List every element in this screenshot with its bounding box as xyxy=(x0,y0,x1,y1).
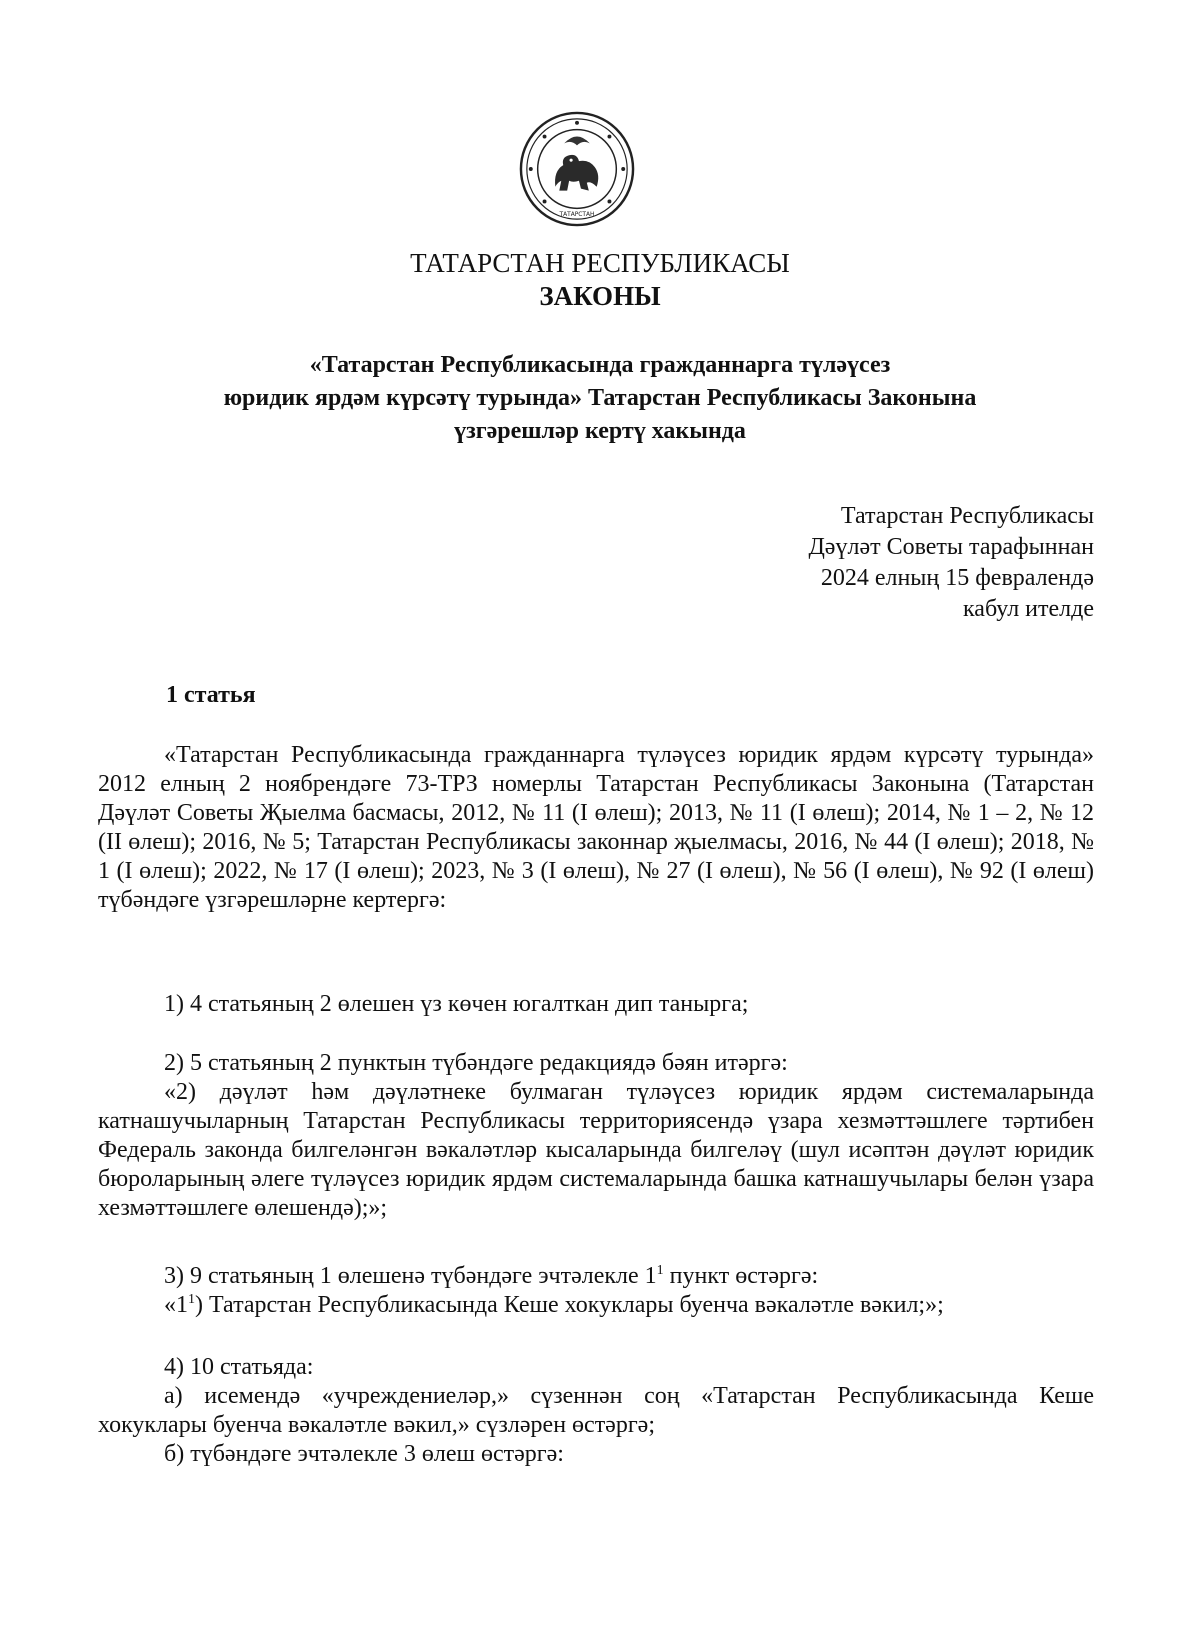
header-republic: ТАТАРСТАН РЕСПУБЛИКАСЫ xyxy=(410,248,790,278)
item-4-lead: 4) 10 статьяда: xyxy=(164,1354,314,1380)
adoption-line-4: кабул ителде xyxy=(963,596,1094,622)
title-line-3: үзгәрешләр кертү хакында xyxy=(454,418,746,444)
coat-of-arms-emblem xyxy=(518,110,636,228)
intro-paragraph: «Татарстан Республикасында гражданнарга түләүсез юридик ярдәм күрсәтү турында» 2012 елның 2 ноябрендәге 73-ТРЗ номерлы Татарстан Республикасы Законына (Татарстан Дәүләт Советы Җыелма басмасы, 2012, № 11 (I өлеш); 2013, № 11 (I өлеш); 2014, № 1 – 2, № 12 (II өлеш); 2016, № 5; Татарстан Республикасы законнар җыелмасы, 2016, № 44 (I өлеш); 2018, № 1 (I өлеш); 2022, № 17 (I өлеш); 2023, № 3 (I өлеш), № 27 (I өлеш), № 56 (I өлеш), № 92 (I өлеш) түбәндәге үзгәрешләрне кертергә: xyxy=(98,742,1094,913)
item-3 xyxy=(98,1262,1094,1320)
adoption-line-2: Дәүләт Советы тарафыннан xyxy=(808,534,1094,560)
adoption-line-3: 2024 елның 15 февралендә xyxy=(820,565,1094,591)
adoption-note xyxy=(808,501,1094,625)
item-2-text: «2) дәүләт һәм дәүләтнеке булмаган түләүсез юридик ярдәм системаларында катнашучыларның Татарстан Республикасы территориясендә үзара хезмәттәшлеге тәртибен Федераль законда билгеләнгән вәкаләтләр кысаларында билгеләү (шул исәптән дәүләт юридик бюроларының әлеге түләүсез юридик ярдәм системаларында башка катнашучылары белән үзара хезмәттәшлеге өлешендә);»; xyxy=(98,1079,1094,1221)
item-2 xyxy=(98,1049,1094,1223)
item-3-lead: 3) 9 статьяның 1 өлешенә түбәндәге эчтәлекле $1^1$ пункт өстәргә: xyxy=(164,1263,819,1289)
item-3-text: «$1^1$) Татарстан Республикасында Кеше хокуклары буенча вәкаләтле вәкил;»; xyxy=(164,1292,944,1318)
article-heading: 1 статья xyxy=(166,682,256,708)
item-2-lead: 2) 5 статьяның 2 пунктын түбәндәге редакциядә бәян итәргә: xyxy=(164,1050,788,1076)
item-4-a: а) исемендә «учреждениеләр,» сүзеннән соң «Татарстан Республикасында Кеше хокуклары буенча вәкаләтле вәкил,» сүзләрен өстәргә; xyxy=(98,1383,1094,1438)
svg-text:ТАТАРСТАН: ТАТАРСТАН xyxy=(559,212,595,219)
item-1: 1) 4 статьяның 2 өлешен үз көчен югалткан дип танырга; xyxy=(164,991,749,1017)
item-4 xyxy=(98,1353,1094,1469)
adoption-line-1: Татарстан Республикасы xyxy=(840,503,1094,529)
title-line-1: «Татарстан Республикасында гражданнарга түләүсез xyxy=(309,352,891,378)
title-line-2: юридик ярдәм күрсәтү турында» Татарстан Республикасы Законына xyxy=(223,385,977,411)
item-4-b: б) түбәндәге эчтәлекле 3 өлеш өстәргә: xyxy=(164,1441,564,1467)
header-law: ЗАКОНЫ xyxy=(539,281,661,311)
